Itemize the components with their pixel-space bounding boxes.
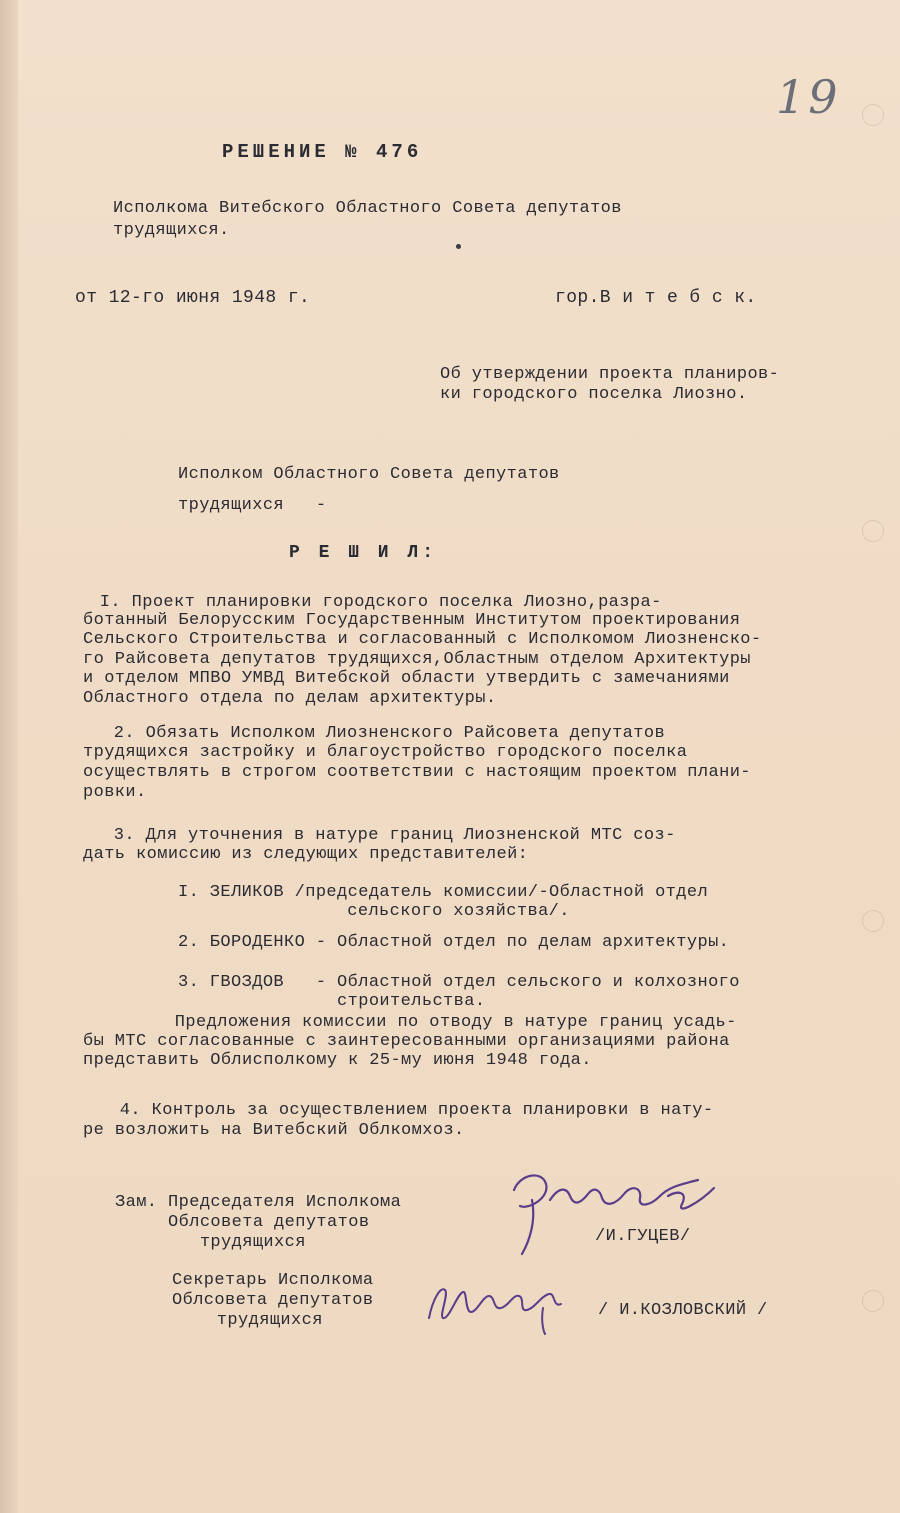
document-date: от 12-го июня 1948 г. <box>75 288 311 308</box>
deputy-title-line-1: Зам. Председателя Исполкома <box>115 1193 402 1212</box>
secretary-signature-graphic <box>415 1268 575 1338</box>
issuer-line-2: трудящихся. <box>113 221 230 240</box>
p2-line-3: осуществлять в строгом соответствии с настоящим проектом плани- <box>83 763 751 782</box>
watermark-stamp <box>862 910 884 932</box>
decided-heading: Р Е Ш И Л: <box>289 543 438 563</box>
deputy-signature-graphic <box>492 1160 722 1260</box>
document-city: гор.В и т е б с к. <box>555 288 757 308</box>
secretary-title-line-2: Облсовета депутатов <box>172 1291 374 1310</box>
member-2: 2. БОРОДЕНКО - Областной отдел по делам архитектуры. <box>178 933 730 952</box>
secretary-title-line-3: трудящихся <box>185 1311 323 1330</box>
watermark-stamp <box>862 520 884 542</box>
watermark-stamp <box>862 1290 884 1312</box>
preamble-line-2: трудящихся - <box>178 496 327 515</box>
ink-dot <box>456 244 461 249</box>
p1-line-3: Сельского Строительства и согласованный с Исполкомом Лиозненско- <box>83 630 762 649</box>
secretary-title-line-1: Секретарь Исполкома <box>172 1271 374 1290</box>
issuer-line-1: Исполкома Витебского Областного Совета депутатов <box>113 199 622 218</box>
p2-line-2: трудящихся застройку и благоустройство городского поселка <box>83 743 688 762</box>
p1-line-4: го Райсовета депутатов трудящихся,Областным отделом Архитектуры <box>83 650 751 669</box>
subject-line-2: ки городского поселка Лиозно. <box>440 385 748 404</box>
p1-line-1: I. Проект планировки городского поселка Лиозно,разра- <box>68 593 662 612</box>
p4-line-2: ре возложить на Витебский Облкомхоз. <box>83 1121 465 1140</box>
subject-line-1: Об утверждении проекта планиров- <box>440 365 780 384</box>
p2-line-1: 2. Обязать Исполком Лиозненского Райсовета депутатов <box>82 724 666 743</box>
p3b-line-2: бы МТС согласованные с заинтересованными организациями района <box>83 1032 730 1051</box>
page-edge <box>0 0 18 1513</box>
p3b-line-1: Предложения комиссии по отводу в натуре границ усадь- <box>143 1013 737 1032</box>
member-3-line-1: 3. ГВОЗДОВ - Областной отдел сельского и колхозного <box>178 973 740 992</box>
member-1-line-2: сельского хозяйства/. <box>8 902 570 921</box>
document-title: РЕШЕНИЕ № 476 <box>222 141 423 163</box>
p1-line-2: ботанный Белорусским Государственным Институтом проектирования <box>83 611 741 630</box>
secretary-name: / И.КОЗЛОВСКИЙ / <box>598 1301 768 1320</box>
member-3-line-2: строительства. <box>178 992 486 1011</box>
preamble-line-1: Исполком Областного Совета депутатов <box>178 465 560 484</box>
deputy-title-line-3: трудящихся <box>115 1233 306 1252</box>
p2-line-4: ровки. <box>83 783 147 802</box>
p4-line-1: 4. Контроль за осуществлением проекта планировки в нату- <box>88 1101 714 1120</box>
page-number: 19 <box>776 70 841 124</box>
watermark-stamp <box>862 104 884 126</box>
deputy-title-line-2: Облсовета депутатов <box>115 1213 370 1232</box>
p3-line-2: дать комиссию из следующих представителей: <box>83 845 529 864</box>
p3b-line-3: представить Облисполкому к 25-му июня 1948 года. <box>83 1051 592 1070</box>
p3-line-1: 3. Для уточнения в натуре границ Лиозненской МТС соз- <box>82 826 676 845</box>
deputy-name: /И.ГУЦЕВ/ <box>595 1227 691 1246</box>
p1-line-6: Областного отдела по делам архитектуры. <box>83 689 497 708</box>
member-1-line-1: I. ЗЕЛИКОВ /председатель комиссии/-Областной отдел <box>178 883 709 902</box>
p1-line-5: и отделом МПВО УМВД Витебской области утвердить с замечаниями <box>83 669 730 688</box>
